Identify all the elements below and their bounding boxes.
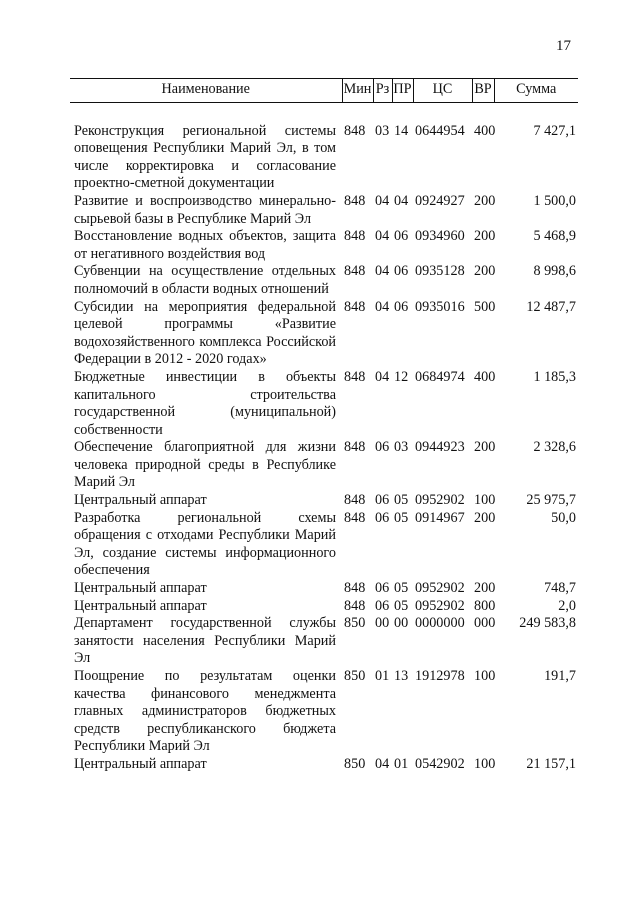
row-rz: 04 (375, 298, 390, 315)
row-cs: 0952902 (415, 580, 465, 597)
table-row (70, 193, 578, 228)
table-header (70, 79, 578, 103)
row-rz: 04 (375, 755, 390, 772)
row-pr: 05 (394, 597, 409, 614)
header-rz: Рз (373, 79, 392, 103)
table-row (70, 668, 578, 756)
page-number: 17 (556, 38, 571, 54)
row-sum: 191,7 (544, 668, 576, 684)
row-pr: 06 (394, 228, 409, 245)
row-min: 848 (344, 122, 366, 139)
row-pr: 04 (394, 192, 409, 209)
row-cs: 0935128 (415, 263, 465, 280)
row-min: 848 (344, 509, 366, 526)
row-vr: 100 (474, 755, 496, 772)
row-pr: 06 (394, 298, 409, 315)
row-rz: 04 (375, 263, 390, 280)
row-cs: 0914967 (415, 509, 465, 526)
header-cs: ЦС (413, 79, 472, 103)
row-min: 850 (344, 668, 366, 684)
row-cs: 0542902 (415, 755, 465, 772)
row-rz: 01 (375, 668, 390, 684)
row-cs: 1912978 (415, 668, 465, 684)
row-sum: 748,7 (544, 580, 576, 597)
row-name: Департамент государственной службы занятости населения Республики Марий Эл (74, 615, 336, 667)
row-cs: 0644954 (415, 122, 465, 139)
row-min: 848 (344, 492, 366, 509)
header-pr: ПР (392, 79, 413, 103)
row-vr: 800 (474, 597, 496, 614)
table-row (70, 510, 578, 580)
row-rz: 06 (375, 580, 390, 597)
row-rz: 06 (375, 439, 390, 456)
row-name: Бюджетные инвестиции в объекты капитального строительства государственной (муниципальной) собственности (74, 368, 336, 438)
row-vr: 100 (474, 492, 496, 509)
budget-table (70, 78, 578, 774)
row-rz: 06 (375, 597, 390, 614)
row-cs: 0944923 (415, 439, 465, 456)
table-row (70, 102, 578, 193)
table-body (70, 102, 578, 773)
row-name: Центральный аппарат (74, 597, 207, 614)
row-min: 850 (344, 755, 366, 772)
row-vr: 500 (474, 298, 496, 315)
row-pr: 05 (394, 492, 409, 509)
table-row (70, 369, 578, 439)
header-name: Наименование (70, 79, 342, 103)
row-vr: 200 (474, 509, 496, 526)
row-sum: 12 487,7 (526, 298, 576, 315)
row-min: 848 (344, 263, 366, 280)
table-row (70, 615, 578, 668)
row-cs: 0935016 (415, 298, 465, 315)
row-sum: 25 975,7 (526, 492, 576, 509)
row-vr: 400 (474, 368, 496, 385)
row-name: Реконструкция региональной системы оповещения Республики Марий Эл, в том числе корректировка и согласование проектно-сметной документации (74, 122, 336, 192)
row-min: 848 (344, 580, 366, 597)
table-row (70, 299, 578, 369)
row-name: Поощрение по результатам оценки качества финансового менеджмента главных администраторов бюджетных средств республиканского бюджета Республики Марий Эл (74, 668, 336, 755)
row-sum: 1 185,3 (533, 368, 576, 385)
row-vr: 100 (474, 668, 496, 684)
row-name: Центральный аппарат (74, 755, 207, 772)
row-sum: 2 328,6 (533, 439, 576, 456)
row-vr: 000 (474, 615, 496, 632)
row-vr: 400 (474, 122, 496, 139)
table-row (70, 756, 578, 774)
row-sum: 1 500,0 (533, 192, 576, 209)
budget-table-container (70, 78, 578, 774)
row-cs: 0952902 (415, 492, 465, 509)
row-vr: 200 (474, 228, 496, 245)
table-row (70, 598, 578, 616)
row-vr: 200 (474, 263, 496, 280)
row-sum: 5 468,9 (533, 228, 576, 245)
row-pr: 03 (394, 439, 409, 456)
table-row (70, 492, 578, 510)
header-vr: ВР (472, 79, 494, 103)
row-name: Субвенции на осуществление отдельных полномочий в области водных отношений (74, 263, 336, 297)
row-cs: 0000000 (415, 615, 465, 632)
row-vr: 200 (474, 192, 496, 209)
row-cs: 0924927 (415, 192, 465, 209)
row-cs: 0952902 (415, 597, 465, 614)
row-rz: 03 (375, 122, 390, 139)
row-pr: 05 (394, 509, 409, 526)
table-row (70, 439, 578, 492)
row-sum: 2,0 (558, 597, 576, 614)
row-pr: 13 (394, 668, 409, 684)
row-min: 848 (344, 192, 366, 209)
row-name: Субсидии на мероприятия федеральной целевой программы «Развитие водохозяйственного комплекса Российской Федерации в 2012 - 2020 годах» (74, 298, 336, 368)
row-min: 848 (344, 597, 366, 614)
row-vr: 200 (474, 580, 496, 597)
row-pr: 14 (394, 122, 409, 139)
header-sum: Сумма (494, 79, 578, 103)
row-pr: 05 (394, 580, 409, 597)
row-pr: 00 (394, 615, 409, 632)
row-name: Центральный аппарат (74, 492, 207, 509)
row-vr: 200 (474, 439, 496, 456)
row-rz: 04 (375, 368, 390, 385)
row-min: 848 (344, 298, 366, 315)
row-name: Восстановление водных объектов, защита от негативного воздействия вод (74, 228, 336, 262)
row-sum: 7 427,1 (533, 122, 576, 139)
row-sum: 249 583,8 (519, 615, 576, 632)
row-name: Центральный аппарат (74, 580, 207, 597)
row-cs: 0934960 (415, 228, 465, 245)
row-min: 848 (344, 368, 366, 385)
row-pr: 12 (394, 368, 409, 385)
table-row (70, 263, 578, 298)
row-rz: 00 (375, 615, 390, 632)
row-cs: 0684974 (415, 368, 465, 385)
row-min: 848 (344, 439, 366, 456)
row-rz: 04 (375, 192, 390, 209)
header-min: Мин (342, 79, 373, 103)
row-sum: 8 998,6 (533, 263, 576, 280)
header-row (70, 79, 578, 103)
row-sum: 50,0 (551, 509, 576, 526)
row-min: 848 (344, 228, 366, 245)
row-pr: 01 (394, 755, 409, 772)
row-name: Разработка региональной схемы обращения с отходами Республики Марий Эл, создание системы информационного обеспечения (74, 509, 336, 579)
row-rz: 06 (375, 492, 390, 509)
row-name: Развитие и воспроизводство минерально-сырьевой базы в Республике Марий Эл (74, 192, 336, 227)
table-row (70, 580, 578, 598)
row-min: 850 (344, 615, 366, 632)
row-pr: 06 (394, 263, 409, 280)
row-name: Обеспечение благоприятной для жизни человека природной среды в Республике Марий Эл (74, 439, 336, 491)
row-rz: 06 (375, 509, 390, 526)
table-row (70, 228, 578, 263)
row-sum: 21 157,1 (526, 755, 576, 772)
row-rz: 04 (375, 228, 390, 245)
